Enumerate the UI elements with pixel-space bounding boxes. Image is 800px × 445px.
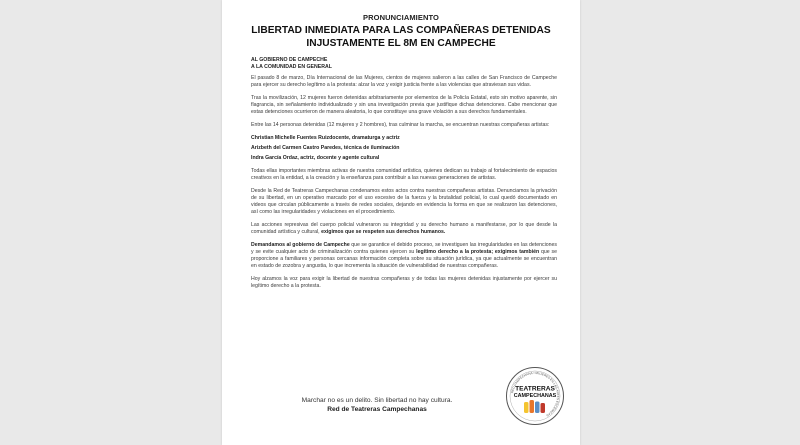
paragraph-7-lead: Demandamos al gobierno de Campeche [251, 242, 350, 248]
signature: Red de Teatreras Campechanas [327, 406, 427, 413]
paragraph-8: Hoy alzamos la voz para exigir la libertad de nuestras compañeras y de todas las mujeres detenidas injustamente por ejercer su legítimo derecho a la protesta. [251, 276, 557, 289]
addressee-line-2: A LA COMUNIDAD EN GENERAL [251, 64, 332, 70]
paragraph-5: Desde la Red de Teatreras Campechanas condenamos estos actos contra nuestras compañeras artistas. Denunciamos la privación de su libertad, en un operativo marcado por el uso excesivo de la fuerza y la brutalidad policial, lo cual quedó documentado en videos que circulan públicamente a través de redes sociales, dejando en evidencia la forma en que se realizaron las detenciones, así como las irregularidades y violaciones en el procedimiento. [251, 188, 557, 215]
paragraph-6-emphasis: exigimos que se respeten sus derechos humanos. [321, 229, 446, 235]
addressee-block [251, 57, 332, 71]
paragraph-7-emphasis: legítimo derecho a la protesta; exigimos también [416, 249, 540, 255]
detainee-name-3: Indra García Ordaz, actriz, docente y agente cultural [251, 155, 380, 161]
paragraph-7 [251, 242, 557, 270]
paragraph-1: El pasado 8 de marzo, Día Internacional de las Mujeres, cientos de mujeres salieron a las calles de San Francisco de Campeche para ejercer su derecho legítimo a la protesta: alzar la voz y exigir justicia frente a las violencias que atraviesan sus vidas. [251, 75, 557, 88]
detainee-name-2: Arizbeth del Carmen Castro Paredes, técnica de iluminación [251, 145, 400, 151]
paragraph-4: Todas ellas importantes miembras activas de nuestra comunidad artística, quienes dedican su trabajo al fortalecimiento de espacios creativos en la entidad, a la creación y la enseñanza para contribuir a las nuevas generaciones de artistas. [251, 168, 557, 181]
closing-block [282, 396, 472, 414]
closing-slogan: Marchar no es un delito. Sin libertad no hay cultura. [301, 397, 453, 404]
document-kicker: PRONUNCIAMIENTO [363, 13, 439, 22]
document-title [236, 25, 566, 50]
logo-ring-textpath: RED CAMPECHANA • MUJERES EN LAS ARTES ESCÉNICAS [510, 370, 561, 418]
paragraph-6 [251, 222, 557, 236]
teatreras-campechanas-logo [505, 366, 565, 426]
statement-body [251, 75, 557, 296]
paragraph-7-text-a: que se garantice el debido proceso, se investiguen las irregularidades en las detenciones y se evite cualquier acto de criminalización contra quienes ejercen su [251, 242, 557, 255]
paragraph-3: Entre las 14 personas detenidas (12 mujeres y 2 hombres), tras culminar la marcha, se encuentran nuestras compañeras artistas: [251, 122, 550, 128]
logo-word-1: TEATRERAS [515, 385, 555, 393]
paragraph-6-text: Las acciones represivas del cuerpo policial vulneraron su integridad y su derecho humano a manifestarse, por lo que desde la comunidad artística y cultural, [251, 222, 557, 235]
title-line-1: LIBERTAD INMEDIATA PARA LAS COMPAÑERAS DETENIDAS [251, 25, 551, 36]
detainee-name-1: Christian Michelle Fuentes Ruizdocente, dramaturga y actriz [251, 135, 400, 141]
title-line-2: INJUSTAMENTE EL 8M EN CAMPECHE [306, 37, 496, 49]
logo-word-2: CAMPECHANAS [513, 393, 557, 399]
paragraph-2: Tras la movilización, 12 mujeres fueron detenidas arbitrariamente por elementos de la Policía Estatal, esto sin motivo aparente, sin flagrancia, sin señalamiento individualizado y sin una investigación previa que justifique dichas detenciones. Cabe mencionar que estas detenciones ocurrieron de manera aleatoria, lo que constituye una grave violación a sus derechos fundamentales. [251, 95, 557, 115]
paragraph-7-text-b: que se proporcione a familiares y personas cercanas información completa sobre su situación jurídica, ya que actualmente se encuentran en estado de zozobra y angustia, lo que incrementa la situación de vulnerabilidad de nuestras compañeras. [251, 249, 557, 269]
addressee-line-1: AL GOBIERNO DE CAMPECHE [251, 57, 328, 63]
document-page [222, 0, 580, 445]
